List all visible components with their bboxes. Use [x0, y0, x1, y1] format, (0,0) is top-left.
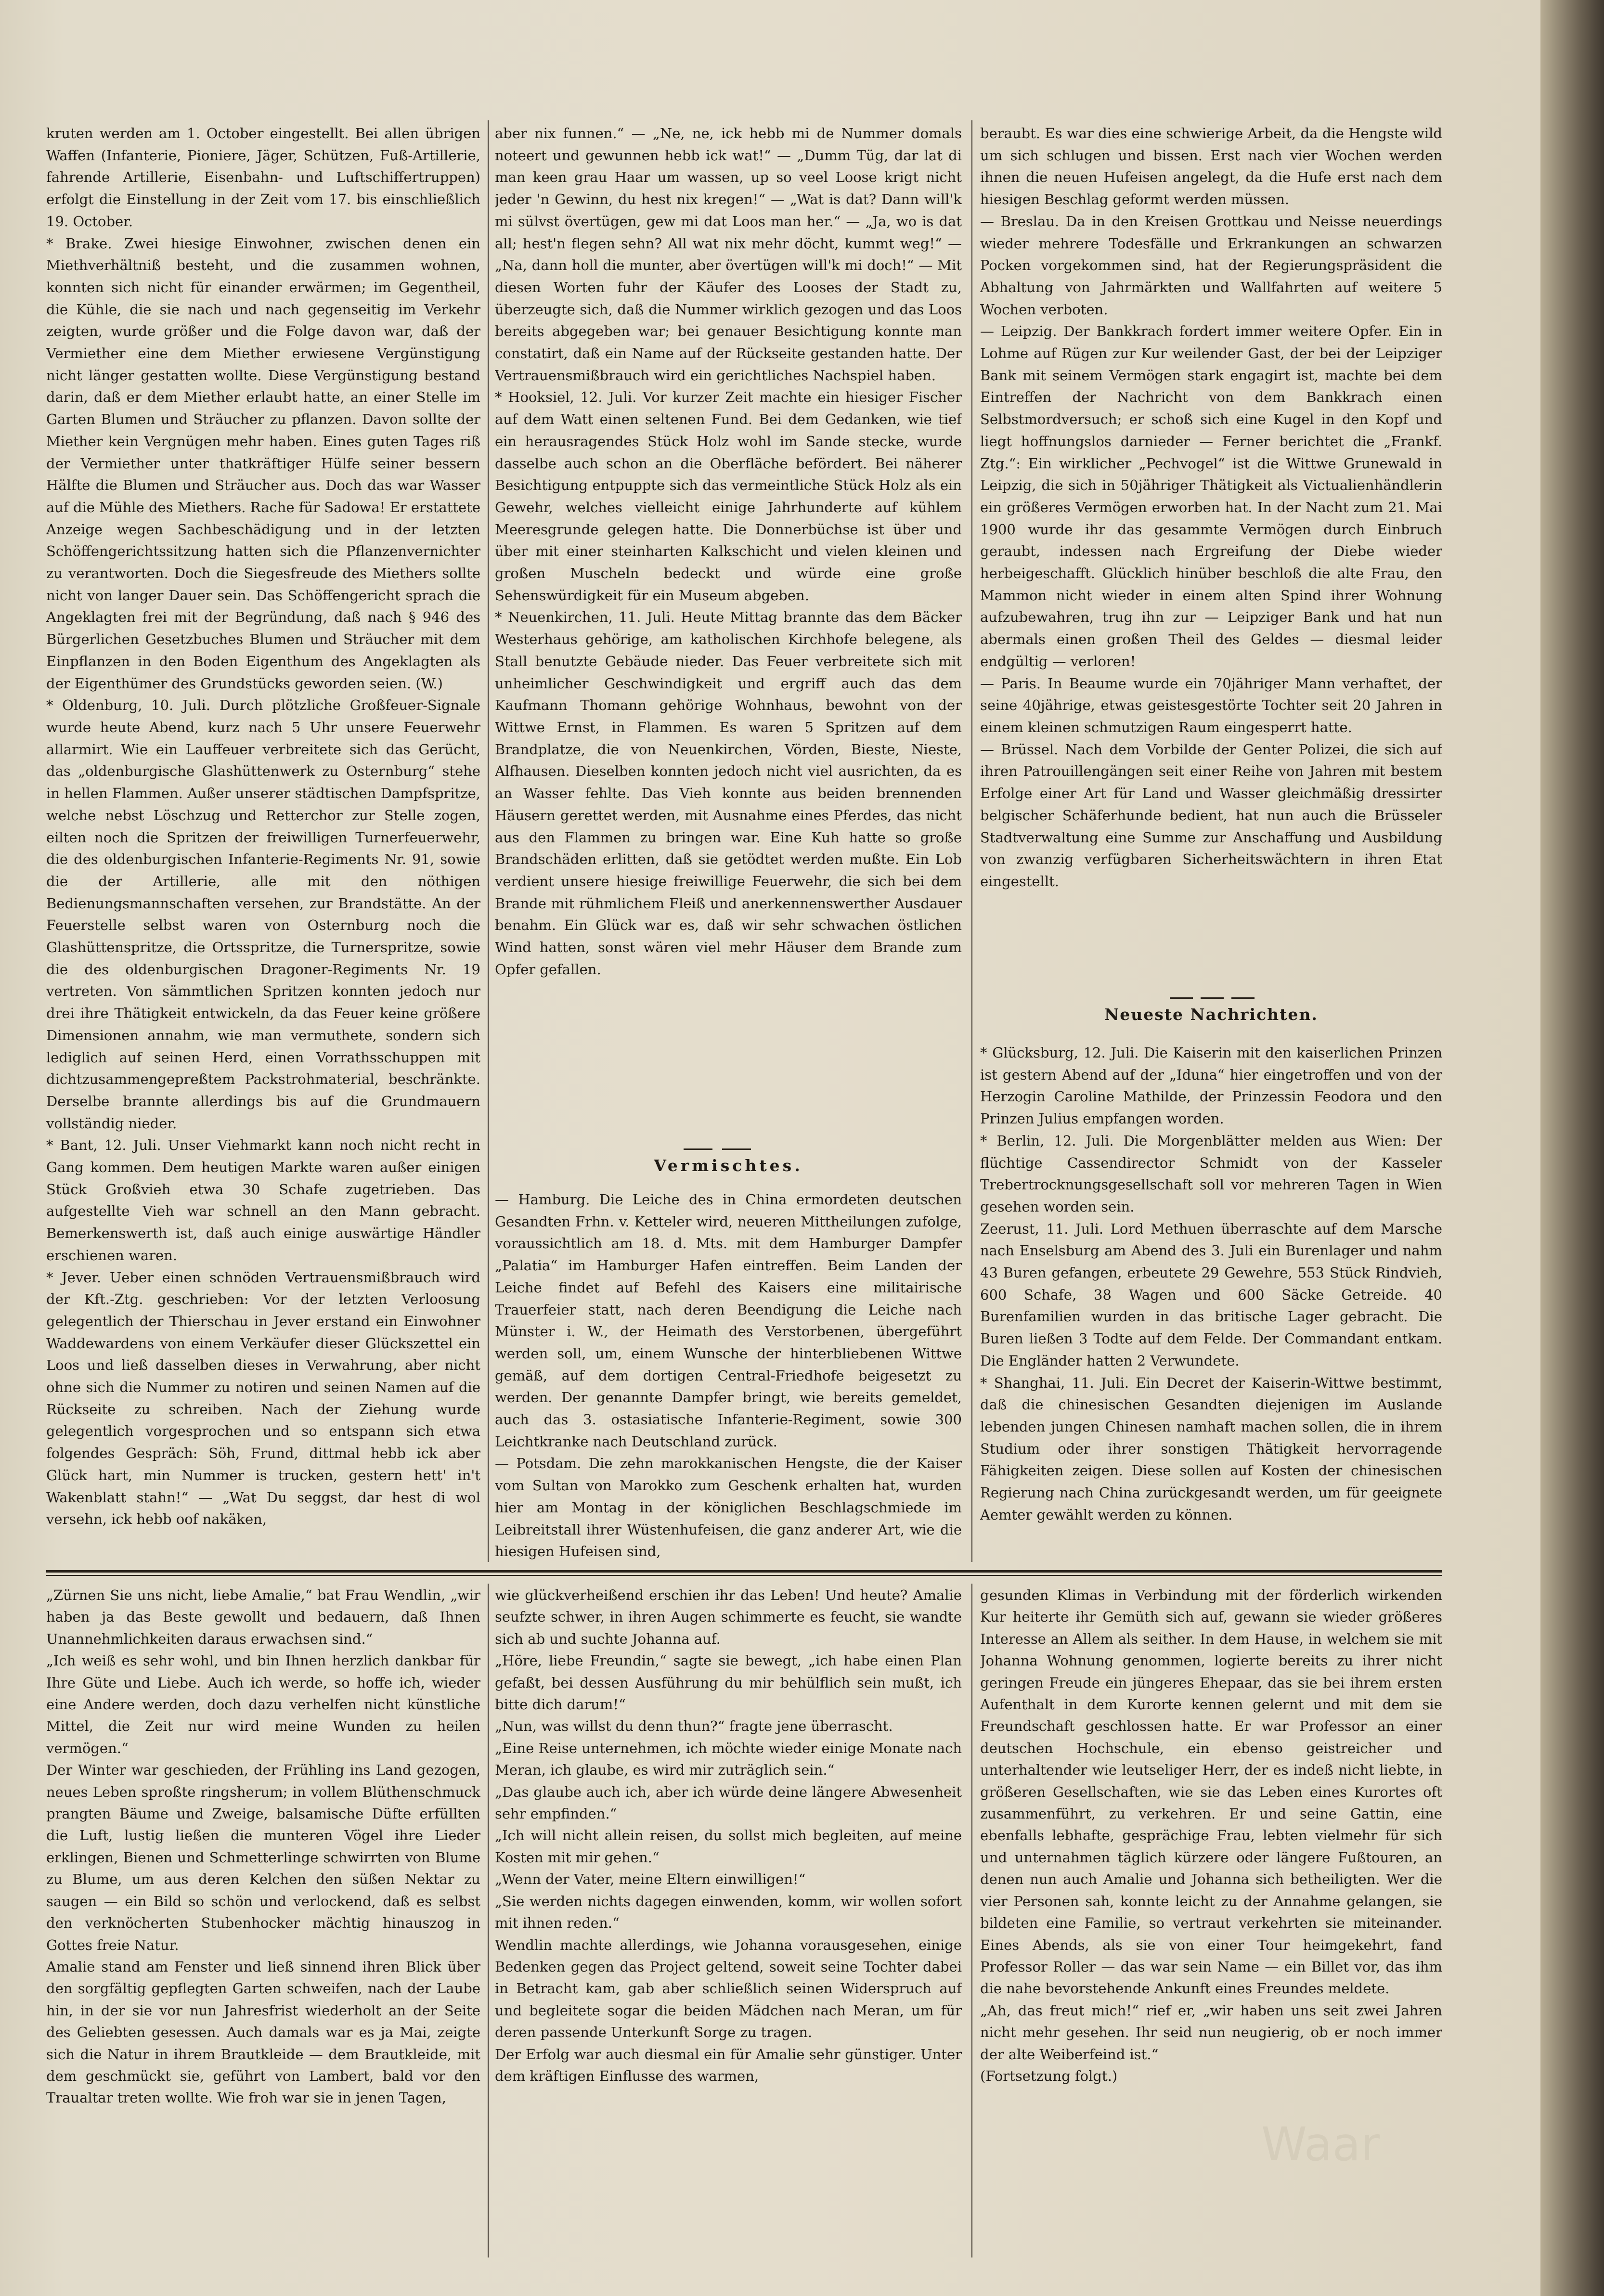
section-ornament-dash: [722, 1148, 751, 1150]
bleed-through-watermark: Waar: [1261, 2118, 1380, 2171]
feuilleton-divider-2: [971, 1584, 972, 2257]
feuilleton-column-2: wie glückverheißend erschien ihr das Leben! Und heute? Amalie seufzte schwer, in ihren Augen schimmerte es feucht, sie wandte sich ab und suchte Johanna auf. „Höre, liebe Freundin,“ sagte sie bewegt, „ich habe einen Plan gefaßt, bei dessen Ausführung du mir behülflich sein mußt, ich bitte dich darum!“ „Nun, was willst du denn thun?“ fragte jene überrascht. „Eine Reise unternehmen, ich möchte wieder einige Monate nach Meran, ich glaube, es wird mir zuträglich sein.“ „Das glaube auch ich, aber ich würde deine längere Abwesenheit sehr empfinden.“ „Ich will nicht allein reisen, du sollst mich begleiten, auf meine Kosten mit mir gehen.“ „Wenn der Vater, meine Eltern einwilligen!“ „Sie werden nichts dagegen einwenden, komm, wir wollen sofort mit ihnen reden.“ Wendlin machte allerdings, wie Johanna vorausgesehen, einige Bedenken gegen das Project geltend, soweit seine Tochter dabei in Betracht kam, gab aber schließlich seinen Widerspruch auf und begleitete sogar die beiden Mädchen nach Meran, um für deren passende Unterkunft Sorge zu tragen. Der Erfolg war auch diesmal ein für Amalie sehr günstiger. Unter dem kräftigen Einflusse des warmen,: [495, 1587, 962, 2084]
feuilleton-column-1: „Zürnen Sie uns nicht, liebe Amalie,“ bat Frau Wendlin, „wir haben ja das Beste gewollt und bedauern, daß Ihnen Unannehmlichkeiten daraus erwachsen sind.“ „Ich weiß es sehr wohl, und bin Ihnen herzlich dankbar für Ihre Güte und Liebe. Auch ich werde, so hoffe ich, wieder eine Andere werden, doch dazu verhelfen nicht künstliche Mittel, die Zeit nur wird meine Wunden zu heilen vermögen.“ Der Winter war geschieden, der Frühling ins Land gezogen, neues Leben sproßte ringsherum; in vollem Blüthenschmuck prangten Bäume und Zweige, balsamische Düfte erfüllten die Luft, lustig ließen die munteren Vögel ihre Lieder erklingen, Bienen und Schmetterlinge schwirrten von Blume zu Blume, um aus deren Kelchen den süßen Nektar zu saugen — ein Bild so schön und verlockend, daß es selbst den verknöcherten Stubenhocker mächtig hinauszog in Gottes freie Natur. Amalie stand am Fenster und ließ sinnend ihren Blick über den sorgfältig gepflegten Garten schweifen, nach der Laube hin, in der sie vor nun Jahresfrist wiederholt an der Seite des Geliebten gesessen. Auch damals war es ja Mai, zeigte sich die Natur in ihrem Brautkleide — dem Brautkleide, mit dem geschmückt sie, geführt von Lambert, bald vor den Traualtar treten wollte. Wie froh war sie in jenen Tagen,: [46, 1587, 480, 2106]
section-heading-vermischtes: Vermischtes.: [654, 1156, 803, 1175]
vermischtes-text: — Hamburg. Die Leiche des in China ermordeten deutschen Gesandten Frhn. v. Ketteler wird, neueren Mittheilungen zufolge, voraussichtlich am 18. d. Mts. mit dem Hamburger Dampfer „Palatia“ im Hamburger Hafen eintreffen. Beim Landen der Leiche findet auf Befehl des Kaisers eine militairische Trauerfeier statt, nach deren Beendigung die Leiche nach Münster i. W., der Heimath des Verstorbenen, übergeführt werden soll, um, einem Wunsche der hinterbliebenen Wittwe gemäß, auf dem dortigen Central-Friedhofe beigesetzt zu werden. Der genannte Dampfer bringt, wie bereits gemeldet, auch das 3. ostasiatische Infanterie-Regiment, sowie 300 Leichtkranke nach Deutschland zurück. — Potsdam. Die zehn marokkanischen Hengste, die der Kaiser vom Sultan von Marokko zum Geschenk erhalten hat, wurden hier am Montag in der königlichen Beschlagschmiede im Leibreitstall ihrer Wüstenhufeisen, die ganz anderer Art, wie die hiesigen Hufeisen sind,: [495, 1191, 962, 1560]
news-column-2: aber nix funnen.“ — „Ne, ne, ick hebb mi de Nummer domals noteert und gewunnen hebb ick wat!“ — „Dumm Tüg, dar lat di man keen grau Haar um wassen, up so veel Loose krigt nicht jeder 'n Gewinn, du hest nix kregen!“ — „Wat is dat? Dann will'k mi sülvst övertügen, gew mi dat Loos man her.“ — „Ja, wo is dat all; hest'n flegen sehn? All wat nix mehr döcht, kummt weg!“ — „Na, dann holl die munter, aber övertügen will'k mi doch!“ — Mit diesen Worten fuhr der Käufer des Looses der Stadt zu, überzeugte sich, daß die Nummer wirklich gezogen und das Loos bereits abgegeben war; bei genauer Besichtigung konnte man constatirt, daß ein Name auf der Rückseite gestanden hatte. Der Vertrauensmißbrauch wird ein gerichtliches Nachspiel haben. * Hooksiel, 12. Juli. Vor kurzer Zeit machte ein hiesiger Fischer auf dem Watt einen seltenen Fund. Bei dem Gedanken, wie tief ein herausragendes Stück Holz wohl im Sande stecke, wurde dasselbe auch schon an die Oberfläche befördert. Bei näherer Besichtigung entpuppte sich das vermeintliche Stück Holz als ein Gewehr, welches vielleicht einige Jahrhunderte auf kühlem Meeresgrunde gelegen hatte. Die Donnerbüchse ist über und über mit einer steinharten Kalkschicht und vielen kleinen und großen Muscheln bedeckt und würde eine große Sehenswürdigkeit für ein Museum abgeben. * Neuenkirchen, 11. Juli. Heute Mittag brannte das dem Bäcker Westerhaus gehörige, am katholischen Kirchhofe belegene, als Stall benutzte Gebäude nieder. Das Feuer verbreitete sich mit unheimlicher Geschwindigkeit und ergriff auch das dem Kaufmann Thomann gehörige Wohnhaus, bewohnt von der Wittwe Ernst, in Flammen. Es waren 5 Spritzen auf dem Brandplatze, die von Neuenkirchen, Vörden, Bieste, Nieste, Alfhausen. Dieselben konnten jedoch nicht viel ausrichten, da es an Wasser fehlte. Das Vieh konnte aus beiden brennenden Häusern gerettet werden, mit Ausnahme eines Pferdes, das nicht aus den Flammen zu bringen war. Eine Kuh hatte so große Brandschäden erlitten, daß sie getödtet werden mußte. Ein Lob verdient unsere hiesige freiwillige Feuerwehr, die sich bei dem Brande mit rühmlichem Fleiß und anerkennenswerther Ausdauer benahm. Ein Glück war es, daß wir sehr schwachen östlichen Wind hatten, sonst wären viel mehr Häuser dem Brande zum Opfer gefallen.: [495, 125, 962, 978]
feuilleton-divider-1: [488, 1584, 489, 2257]
page-edge-shadow: [1540, 0, 1604, 2296]
feuilleton-separator-rule: [46, 1570, 1442, 1573]
section-ornament-dash: [1170, 997, 1193, 999]
section-ornament-dash: [684, 1148, 712, 1150]
neueste-nachrichten-text: * Glücksburg, 12. Juli. Die Kaiserin mit den kaiserlichen Prinzen ist gestern Abend auf der „Iduna“ hier eingetroffen und von der Herzogin Caroline Mathilde, der Prinzessin Feodora und den Prinzen Julius empfangen worden. * Berlin, 12. Juli. Die Morgenblätter melden aus Wien: Der flüchtige Cassendirector Schmidt von der Kasseler Trebertrocknungsgesellschaft soll vor mehreren Tagen in Wien gesehen worden sein. Zeerust, 11. Juli. Lord Methuen überraschte auf dem Marsche nach Enselsburg am Abend des 3. Juli ein Burenlager und nahm 43 Buren gefangen, erbeutete 29 Gewehre, 553 Stück Rindvieh, 600 Schafe, 38 Wagen und 600 Säcke Getreide. 40 Burenfamilien wurden in das britische Lager gebracht. Die Buren ließen 3 Todte auf dem Felde. Der Commandant entkam. Die Engländer hatten 2 Verwundete. * Shanghai, 11. Juli. Ein Decret der Kaiserin-Wittwe bestimmt, daß die chinesischen Gesandten diejenigen im Auslande lebenden jungen Chinesen namhaft machen sollen, die in ihrem Studium oder ihrer sonstigen Thätigkeit hervorragende Fähigkeiten zeigen. Diese sollen auf Kosten der chinesischen Regierung nach China zurückgesandt werden, um für geeignete Aemter gewählt werden zu können.: [980, 1045, 1442, 1523]
feuilleton-column-3: gesunden Klimas in Verbindung mit der förderlich wirkenden Kur heiterte ihr Gemüth sich auf, gewann sie wieder größeres Interesse an Allem als seither. In dem Hause, in welchem sie mit Johanna Wohnung genommen, logierte bereits zu ihrer nicht geringen Freude ein jüngeres Ehepaar, das sie bei ihrem ersten Aufenthalt in dem Kurorte kennen gelernt und mit dem sie Freundschaft geschlossen hatte. Er war Professor an einer deutschen Hochschule, ein ebenso geistreicher und unterhaltender wie leutseliger Herr, der es indeß nicht liebte, in größeren Gesellschaften, wie sie das Leben eines Kurortes oft zusammenführt, zu verkehren. Er und seine Gattin, eine ebenfalls lebhafte, gesprächige Frau, lebten vielmehr für sich und unternahmen täglich kürzere oder längere Fußtouren, an denen nun auch Amalie und Johanna sich betheiligten. Wer die vier Personen sah, konnte leicht zu der Annahme gelangen, sie bildeten eine Familie, so vertraut verkehrten sie miteinander. Eines Abends, als sie von einer Tour heimgekehrt, fand Professor Roller — das war sein Name — ein Billet vor, das ihm die nahe bevorstehende Ankunft eines Freundes meldete. „Ah, das freut mich!“ rief er, „wir haben uns seit zwei Jahren nicht mehr gesehen. Ihr seid nun neugierig, ob er noch immer der alte Weiberfeind ist.“ (Fortsetzung folgt.): [980, 1587, 1442, 2084]
section-heading-neueste-nachrichten: Neueste Nachrichten.: [1104, 1005, 1318, 1024]
section-ornament-dash: [1231, 997, 1255, 999]
news-column-1: kruten werden am 1. October eingestellt. Bei allen übrigen Waffen (Infanterie, Pioniere, Jäger, Schützen, Fuß-Artillerie, fahrende Artillerie, Eisenbahn- und Luftschiffertruppen) erfolgt die Einstellung in der Zeit vom 17. bis einschließlich 19. October. * Brake. Zwei hiesige Einwohner, zwischen denen ein Miethverhältniß besteht, und die zusammen wohnen, konnten sich nicht für einander erwärmen; im Gegentheil, die Kühle, die sie nach und nach gegenseitig im Verkehr zeigten, wurde größer und die Folge davon war, daß der Vermiether eine dem Miether erwiesene Vergünstigung nicht länger gestatten wollte. Diese Vergünstigung bestand darin, daß er dem Miether erlaubt hatte, an einer Stelle im Garten Blumen und Sträucher zu pflanzen. Davon sollte der Miether kein Vergnügen mehr haben. Eines guten Tages riß der Vermiether unter thatkräftiger Hülfe seiner bessern Hälfte die Blumen und Sträucher aus. Doch das war Wasser auf die Mühle des Miethers. Rache für Sadowa! Er erstattete Anzeige wegen Sachbeschädigung und in der letzten Schöffengerichtssitzung hatten sich die Pflanzenvernichter zu verantworten. Doch die Siegesfreude des Miethers sollte nicht von langer Dauer sein. Das Schöffengericht sprach die Angeklagten frei mit der Begründung, daß nach § 946 des Bürgerlichen Gesetzbuches Blumen und Sträucher mit dem Einpflanzen in den Boden Eigenthum des Angeklagten als der Eigenthümer des Grundstücks geworden seien. (W.) * Oldenburg, 10. Juli. Durch plötzliche Großfeuer-Signale wurde heute Abend, kurz nach 5 Uhr unsere Feuerwehr allarmirt. Wie ein Lauffeuer verbreitete sich das Gerücht, das „oldenburgische Glashüttenwerk zu Osternburg“ stehe in hellen Flammen. Außer unserer städtischen Dampfspritze, welche nebst Löschzug und Retterchor zur Stelle zogen, eilten noch die Spritzen der freiwilligen Turnerfeuerwehr, die des oldenburgischen Infanterie-Regiments Nr. 91, sowie die der Artillerie, alle mit den nöthigen Bedienungsmannschaften versehen, zur Brandstätte. An der Feuerstelle selbst waren von Osternburg noch die Glashüttenspritze, die Ortsspritze, die Turnerspritze, sowie die des oldenburgischen Dragoner-Regiments Nr. 19 vertreten. Von sämmtlichen Spritzen konnten jedoch nur drei ihre Thätigkeit entwickeln, da das Feuer keine größere Dimensionen annahm, wie man vermuthete, sondern sich lediglich auf seinen Herd, einen Vorrathsschuppen mit dichtzusammengepreßtem Packstrohmaterial, beschränkte. Derselbe brannte allerdings bis auf die Grundmauern vollständig nieder. * Bant, 12. Juli. Unser Viehmarkt kann noch nicht recht in Gang kommen. Dem heutigen Markte waren außer einigen Stück Großvieh etwa 30 Schafe zugetrieben. Das aufgestellte Vieh war schnell an den Mann gebracht. Bemerkenswerth ist, daß auch einige auswärtige Händler erschienen waren. * Jever. Ueber einen schnöden Vertrauensmißbrauch wird der Kft.-Ztg. geschrieben: Vor der letzten Verloosung gelegentlich der Thierschau in Jever erstand ein Einwohner Waddewardens von einem Verkäufer dieser Glückszettel ein Loos und ließ dasselben dieses in Verwahrung, aber nicht ohne sich die Nummer zu notiren und seinen Namen auf die Rückseite zu schreiben. Nach der Ziehung wurde gelegentlich vorgesprochen und so entspann sich etwa folgendes Gespräch: Söh, Frund, dittmal hebb ick aber Glück hart, min Nummer is trucken, gestern hett' in't Wakenblatt stahn!“ — „Wat Du seggst, dar hest di wol versehn, ick hebb oof nakäken,: [46, 125, 480, 1528]
column-divider-1: [488, 120, 489, 1562]
section-ornament-dash: [1201, 997, 1224, 999]
news-column-3: beraubt. Es war dies eine schwierige Arbeit, da die Hengste wild um sich schlugen und bissen. Erst nach vier Wochen werden ihnen die neuen Hufeisen angelegt, da die Hufe erst nach dem hiesigen Beschlag geformt werden müssen. — Breslau. Da in den Kreisen Grottkau und Neisse neuerdings wieder mehrere Todesfälle und Erkrankungen an schwarzen Pocken vorgekommen sind, hat der Regierungspräsident die Abhaltung von Jahrmärkten und Wallfahrten auf weitere 5 Wochen verboten. — Leipzig. Der Bankkrach fordert immer weitere Opfer. Ein in Lohme auf Rügen zur Kur weilender Gast, der bei der Leipziger Bank mit seinem Vermögen stark engagirt ist, machte bei dem Eintreffen der Nachricht von dem Bankkrach einen Selbstmordversuch; er schoß sich eine Kugel in den Kopf und liegt hoffnungslos darnieder — Ferner berichtet die „Frankf. Ztg.“: Ein wirklicher „Pechvogel“ ist die Wittwe Grunewald in Leipzig, die sich in 50jähriger Thätigkeit als Victualienhändlerin ein größeres Vermögen erworben hat. In der Nacht zum 21. Mai 1900 wurde ihr das gesammte Vermögen durch Einbruch geraubt, indessen nach Ergreifung der Diebe wieder herbeigeschafft. Glücklich hinüber beschloß die alte Frau, den Mammon nicht wieder in einem alten Spind ihrer Wohnung aufzubewahren, trug ihn zur — Leipziger Bank und hat nun abermals einen großen Theil des Geldes — diesmal leider endgültig — verloren! — Paris. In Beaume wurde ein 70jähriger Mann verhaftet, der seine 40jährige, etwas geistesgestörte Tochter seit 20 Jahren in einem kleinen schmutzigen Raum eingesperrt hatte. — Brüssel. Nach dem Vorbilde der Genter Polizei, die sich auf ihren Patrouillengängen seit einer Reihe von Jahren mit bestem Erfolge einer Art für Land und Wasser gleichmäßig dressirter belgischer Schäferhunde bedient, hat nun auch die Brüsseler Stadtverwaltung eine Summe zur Anschaffung und Ausbildung von zwanzig verfügbaren Sicherheitswächtern in ihren Etat eingestellt.: [980, 125, 1442, 890]
feuilleton-separator-rule-thin: [46, 1575, 1442, 1576]
column-divider-2: [971, 120, 972, 1562]
